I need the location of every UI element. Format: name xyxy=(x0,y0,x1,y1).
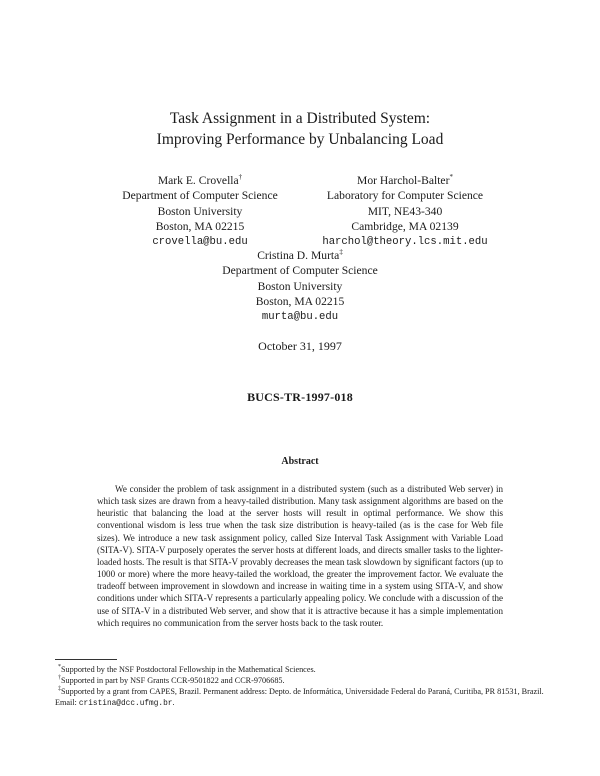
author-block-harchol-balter xyxy=(305,173,505,250)
footnote-mark: * xyxy=(449,173,453,181)
author-name-line xyxy=(200,248,400,263)
report-number: BUCS-TR-1997-018 xyxy=(247,390,353,404)
title-line-2: Improving Performance by Unbalancing Load xyxy=(156,131,444,148)
paper-date: October 31, 1997 xyxy=(258,339,342,353)
footnote-mark: * xyxy=(58,664,61,670)
abstract-text: We consider the problem of task assignment in a distributed system (such as a distributed Web server) in which task sizes are drawn from a heavy-tailed distribution. Many task assignment algorithms are based on the heuristic that balancing the load at the server hosts will result in optimal performance. We show this conventional wisdom is less true when the task size distribution is heavy-tailed (as is the case for Web file sizes). We introduce a new task assignment policy, called Size Interval Task Assignment with Variable Load (SITA-V). SITA-V purposely operates the server hosts at different loads, and directs smaller tasks to the lighter-loaded hosts. The result is that SITA-V provably decreases the mean task slowdown by significant factors (up to 1000 or more) where the more heavy-tailed the workload, the greater the improvement factor. We evaluate the tradeoff between improvement in slowdown and increase in waiting time in a system using SITA-V, and show conditions under which SITA-V represents a particularly appealing policy. We conclude with a discussion of the use of SITA-V in a distributed Web server, and show that it is attractive because it has a simple implementation which requires no communication from the server hosts back to the task router. xyxy=(97,484,503,628)
footnote-mark: ‡ xyxy=(339,248,343,256)
footnote-rule xyxy=(55,659,117,660)
footnote-1 xyxy=(55,664,545,675)
author-email: murta@bu.edu xyxy=(261,310,339,323)
footnote-text: Supported by the NSF Postdoctoral Fellowship in the Mathematical Sciences. xyxy=(61,665,316,674)
footnote-mark: † xyxy=(238,173,243,181)
abstract-heading: Abstract xyxy=(281,456,319,467)
author-name-line xyxy=(305,173,505,188)
author-org: Boston University xyxy=(257,279,343,293)
author-org: Boston University xyxy=(157,204,243,218)
author-name: Mor Harchol-Balter xyxy=(357,174,450,187)
footnote-text: Supported in part by NSF Grants CCR-9501822 and CCR-9706685. xyxy=(61,676,285,685)
author-name: Cristina D. Murta xyxy=(257,249,340,262)
author-block-crovella xyxy=(110,173,290,250)
footnote-3 xyxy=(55,686,545,710)
footnote-mark: ‡ xyxy=(58,686,61,692)
author-name-line xyxy=(110,173,290,188)
author-email: harchol@theory.lcs.mit.edu xyxy=(322,235,488,248)
author-dept: Department of Computer Science xyxy=(122,189,278,203)
author-block-murta xyxy=(200,248,400,325)
footnote-text: Supported by a grant from CAPES, Brazil. Permanent address: Depto. de Informática, Universidade Federal do Paraná, Curitiba, PR 81531, Brazil. Email: xyxy=(55,687,544,707)
author-city: Boston, MA 02215 xyxy=(255,295,345,309)
author-city: Boston, MA 02215 xyxy=(155,220,245,234)
author-dept: Department of Computer Science xyxy=(222,264,378,278)
author-org: MIT, NE43-340 xyxy=(367,204,443,218)
author-dept: Laboratory for Computer Science xyxy=(326,189,484,203)
author-name: Mark E. Crovella xyxy=(157,174,239,187)
footnote-email: cristina@dcc.ufmg.br xyxy=(78,700,173,708)
footnote-mark: † xyxy=(58,675,61,681)
footnote-tail: . xyxy=(172,698,175,707)
title-line-1: Task Assignment in a Distributed System: xyxy=(169,110,431,127)
author-email: crovella@bu.edu xyxy=(152,235,248,248)
footnote-2 xyxy=(55,675,545,686)
author-city: Cambridge, MA 02139 xyxy=(351,220,459,234)
paper-title xyxy=(0,108,600,150)
